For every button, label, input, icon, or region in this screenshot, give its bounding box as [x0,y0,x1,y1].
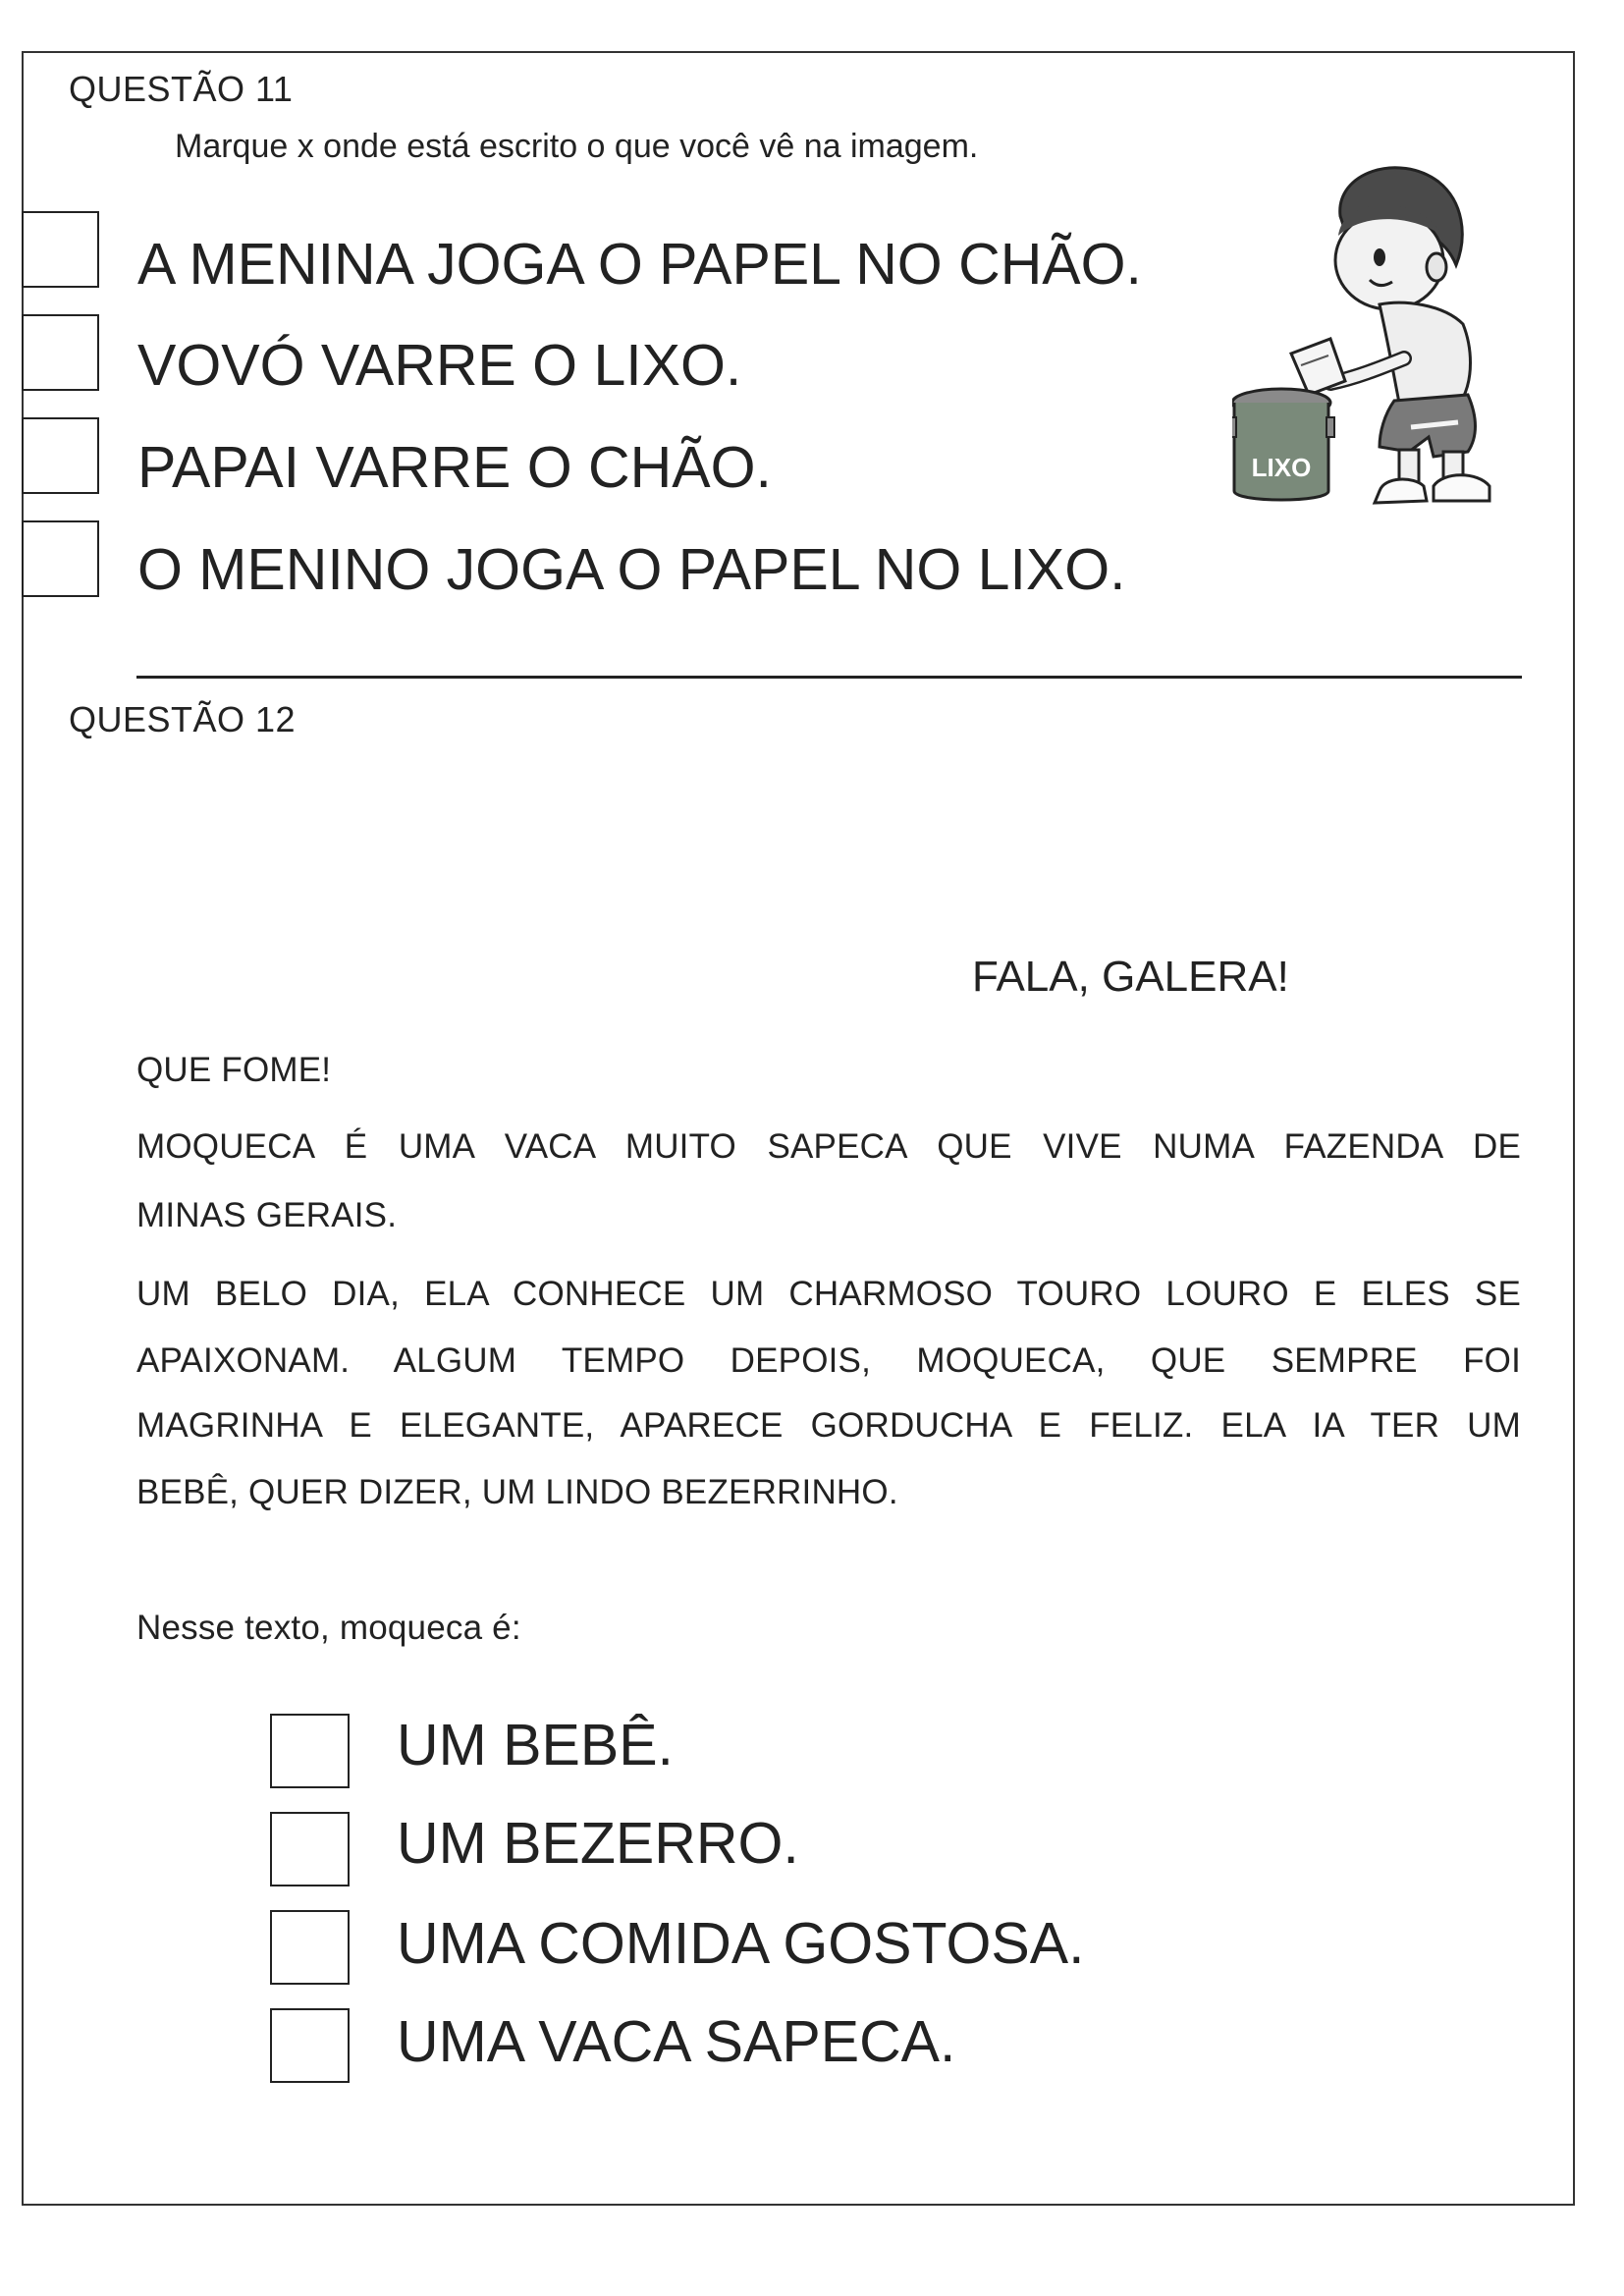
question-11-instruction: Marque x onde está escrito o que você vê na imagem. [175,128,979,165]
q12-option-3-label: UMA COMIDA GOSTOSA. [397,1911,1085,1976]
q12-option-1-checkbox[interactable] [270,1714,350,1788]
q11-option-2-checkbox[interactable] [22,314,99,391]
question-12-prompt: Nesse texto, moqueca é: [136,1609,521,1647]
section-divider [136,676,1522,679]
q11-option-1-label: A MENINA JOGA O PAPEL NO CHÃO. [137,232,1142,297]
q11-option-4-checkbox[interactable] [22,520,99,597]
question-12-header: QUESTÃO 12 [69,699,297,739]
trash-bin-label: LIXO [1251,453,1312,482]
q12-option-1-label: UM BEBÊ. [397,1713,674,1777]
text-title: FALA, GALERA! [972,953,1289,1001]
q12-option-4-label: UMA VACA SAPECA. [397,2009,956,2074]
q12-option-2-label: UM BEZERRO. [397,1811,799,1876]
paragraph-2-line-1: UM BELO DIA, ELA CONHECE UM CHARMOSO TOURO LOURO E ELES SE [136,1275,1521,1313]
q12-option-4-checkbox[interactable] [270,2008,350,2083]
q11-option-4-label: O MENINO JOGA O PAPEL NO LIXO. [137,537,1126,602]
q11-option-2-label: VOVÓ VARRE O LIXO. [137,333,742,398]
boy-throwing-paper-in-trash-illustration [1232,157,1527,535]
q11-option-1-checkbox[interactable] [22,211,99,288]
q12-option-3-checkbox[interactable] [270,1910,350,1985]
paragraph-2-line-4: BEBÊ, QUER DIZER, UM LINDO BEZERRINHO. [136,1473,898,1511]
paragraph-2-line-3: MAGRINHA E ELEGANTE, APARECE GORDUCHA E FELIZ. ELA IA TER UM [136,1406,1521,1445]
question-11-header: QUESTÃO 11 [69,69,294,109]
paragraph-1-line-2: MINAS GERAIS. [136,1196,398,1234]
paragraph-1-line-1: MOQUECA É UMA VACA MUITO SAPECA QUE VIVE NUMA FAZENDA DE [136,1127,1521,1166]
q11-option-3-label: PAPAI VARRE O CHÃO. [137,435,772,500]
q11-option-3-checkbox[interactable] [22,417,99,494]
paragraph-2-line-2: APAIXONAM. ALGUM TEMPO DEPOIS, MOQUECA, QUE SEMPRE FOI [136,1341,1521,1380]
story-title: QUE FOME! [136,1051,332,1089]
q12-option-2-checkbox[interactable] [270,1812,350,1886]
